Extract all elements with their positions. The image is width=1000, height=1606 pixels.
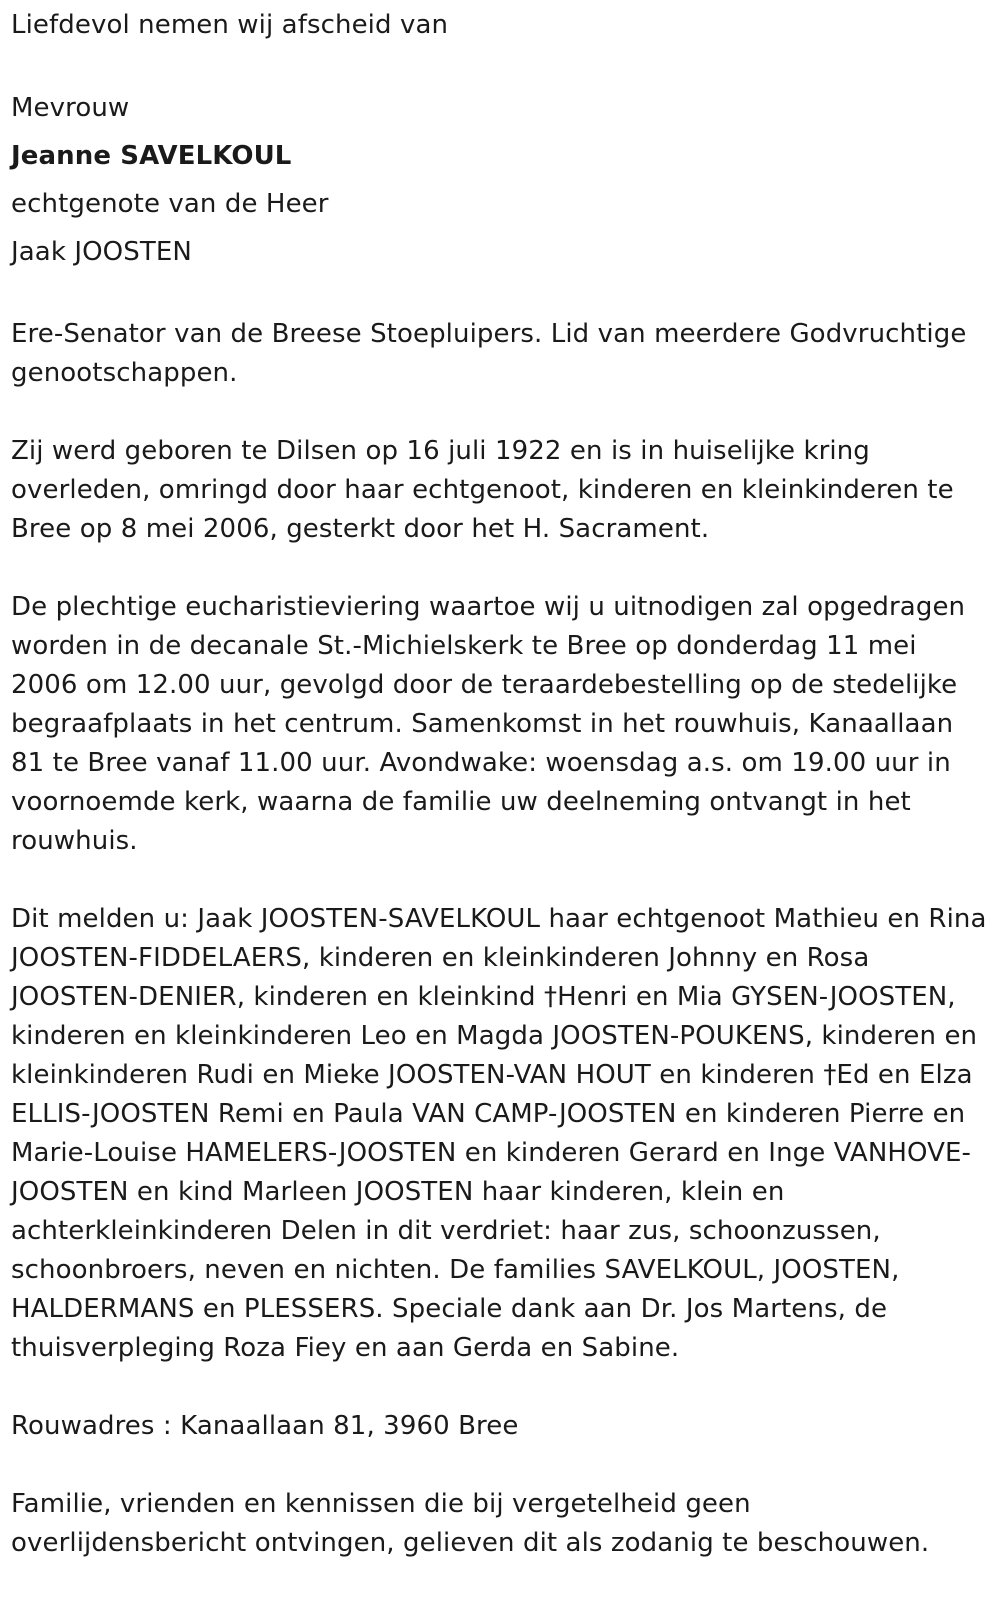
spouse-name: Jaak JOOSTEN — [11, 237, 192, 267]
life-paragraph: Zij werd geboren te Dilsen op 16 juli 1922 en is in huiselijke kring overleden, omringd door haar echtgenoot, kinderen en kleinkinderen te Bree op 8 mei 2006, gesterkt door het H. Sacrament. — [11, 436, 954, 544]
spacer — [11, 276, 990, 315]
honors-paragraph: Ere-Senator van de Breese Stoepluipers. Lid van meerdere Godvruchtige genootschappen. — [11, 319, 967, 388]
ceremony-paragraph: De plechtige eucharistieviering waartoe wij u uitnodigen zal opgedragen worden in de decanale St.-Michielskerk te Bree op donderdag 11 mei 2006 om 12.00 uur, gevolgd door de teraardebestelling op de stedelijke begraafplaats in het centrum. Samenkomst in het rouwhuis, Kanaallaan 81 te Bree vanaf 11.00 uur. Avondwake: woensdag a.s. om 19.00 uur in voornoemde kerk, waarna de familie uw deelneming ontvangt in het rouwhuis. — [11, 592, 966, 856]
spacer — [11, 549, 990, 588]
spacer — [11, 45, 990, 84]
spacer — [11, 1446, 990, 1485]
spouse-label: echtgenote van de Heer — [11, 189, 329, 219]
closing-paragraph: Familie, vrienden en kennissen die bij vergetelheid geen overlijdensbericht ontvingen, gelieven dit als zodanig te beschouwen. — [11, 1489, 930, 1558]
spacer — [11, 1368, 990, 1407]
spacer — [11, 861, 990, 900]
spacer — [11, 393, 990, 432]
intro-line: Liefdevol nemen wij afscheid van — [11, 10, 449, 40]
honorific: Mevrouw — [11, 93, 130, 123]
address-line: Rouwadres : Kanaallaan 81, 3960 Bree — [11, 1411, 519, 1441]
deceased-name: Jeanne SAVELKOUL — [11, 141, 292, 171]
family-paragraph: Dit melden u: Jaak JOOSTEN-SAVELKOUL haar echtgenoot Mathieu en Rina JOOSTEN-FIDDELAERS, kinderen en kleinkinderen Johnny en Rosa JOOSTEN-DENIER, kinderen en kleinkind †Henri en Mia GYSEN-JOOSTEN, kinderen en kleinkinderen Leo en Magda JOOSTEN-POUKENS, kinderen en kleinkinderen Rudi en Mieke JOOSTEN-VAN HOUT en kinderen †Ed en Elza ELLIS-JOOSTEN Remi en Paula VAN CAMP-JOOSTEN en kinderen Pierre en Marie-Louise HAMELERS-JOOSTEN en kinderen Gerard en Inge VANHOVE-JOOSTEN en kind Marleen JOOSTEN haar kinderen, klein en achterkleinkinderen Delen in dit verdriet: haar zus, schoonzussen, schoonbroers, neven en nichten. De families SAVELKOUL, JOOSTEN, HALDERMANS en PLESSERS. Speciale dank aan Dr. Jos Martens, de thuisverpleging Roza Fiey en aan Gerda en Sabine. — [11, 904, 987, 1363]
